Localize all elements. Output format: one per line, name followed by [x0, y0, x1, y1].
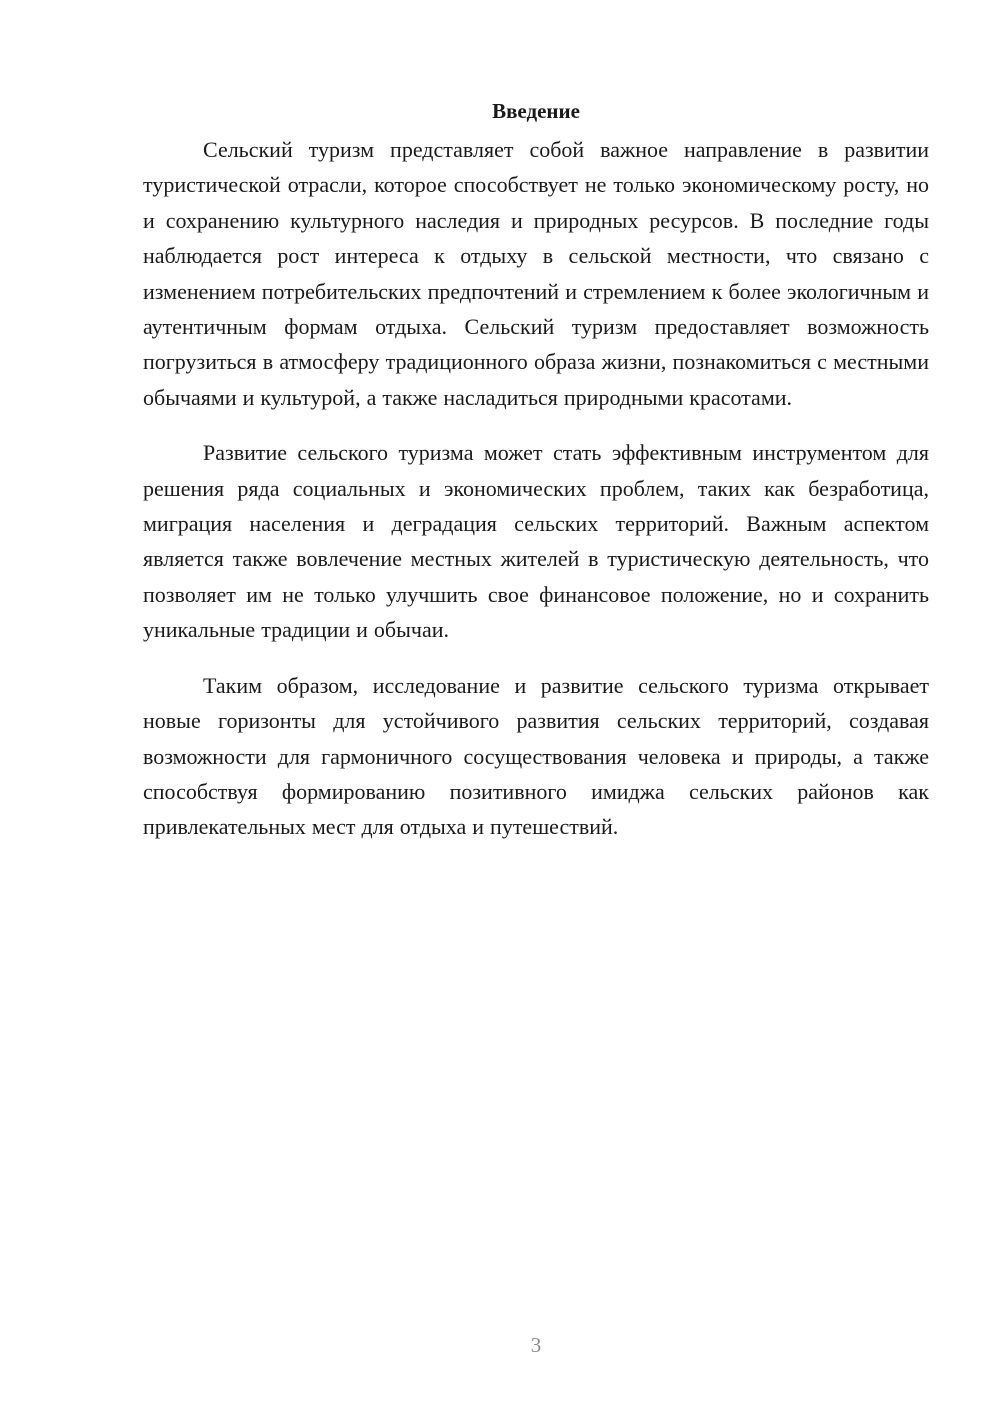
section-heading: Введение	[492, 99, 580, 123]
paragraph: Таким образом, исследование и развитие сельского туризма открывает новые горизонты для устойчивого развития сельских территорий, создавая возможности для гармоничного сосуществования человека и природы, а также способствуя формированию позитивного имиджа сельских районов как привлекательных мест для отдыха и путешествий.	[143, 672, 929, 840]
paragraph: Сельский туризм представляет собой важное направление в развитии туристической отрасли, которое способствует не только экономическому росту, но и сохранению культурного наследия и природных ресурсов. В последние годы наблюдается рост интереса к отдыху в сельской местности, что связано с изменением потребительских предпочтений и стремлением к более экологичным и аутентичным формам отдыха. Сельский туризм предоставляет возможность погрузиться в атмосферу традиционного образа жизни, познакомиться с местными обычаями и культурой, а также насладиться природными красотами.	[143, 137, 929, 410]
paragraph: Развитие сельского туризма может стать эффективным инструментом для решения ряда социальных и экономических проблем, таких как безработица, миграция населения и деградация сельских территорий. Важным аспектом является также вовлечение местных жителей в туристическую деятельность, что позволяет им не только улучшить свое финансовое положение, но и сохранить уникальные традиции и обычаи.	[143, 440, 929, 643]
page-number: 3	[530, 1333, 542, 1357]
document-body	[143, 96, 929, 865]
